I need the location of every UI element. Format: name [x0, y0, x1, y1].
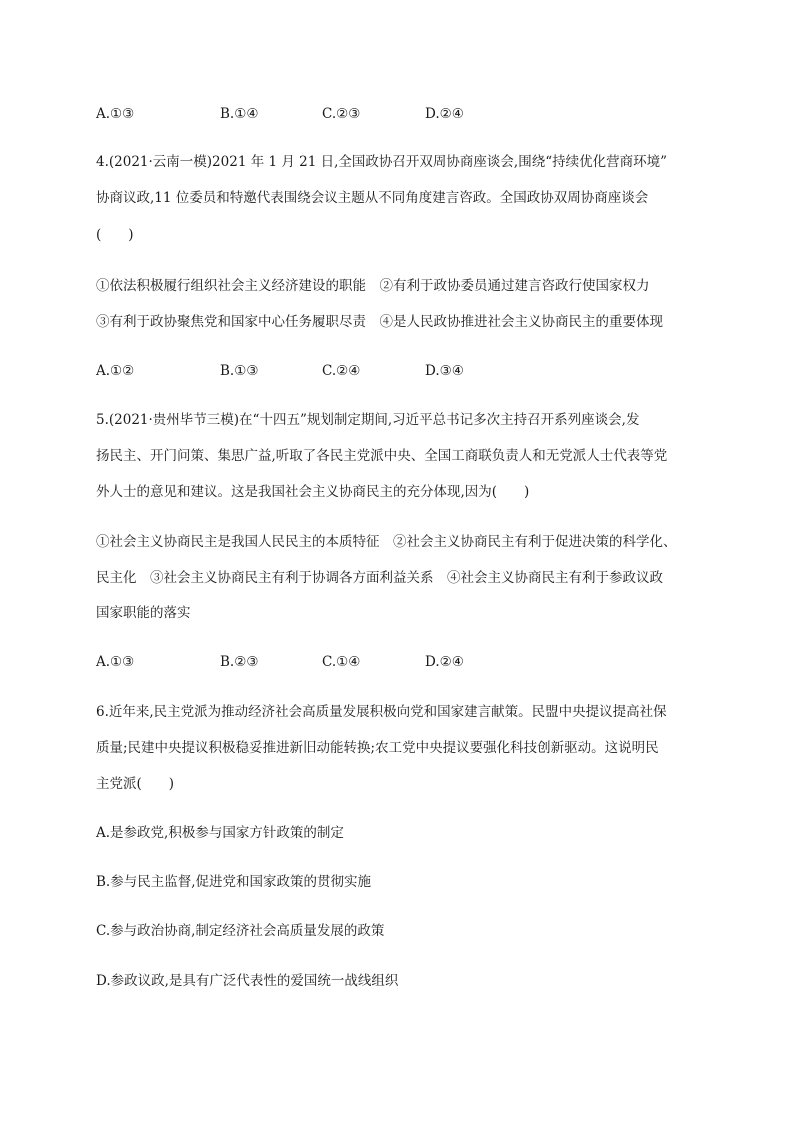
q3-option-b: B.①④	[220, 106, 259, 122]
q5-statement-line-3: 国家职能的落实	[96, 605, 191, 621]
q4-options	[96, 361, 696, 381]
q3-option-d: D.②④	[425, 106, 464, 122]
q5-stem-line-3: 外人士的意见和建议。这是我国社会主义协商民主的充分体现,因为( )	[96, 484, 530, 500]
q6-option-b: B.参与民主监督,促进党和国家政策的贯彻实施	[96, 874, 372, 890]
q5-statement-line-2: 民主化 ③社会主义协商民主有利于协调各方面利益关系 ④社会主义协商民主有利于参政议政	[96, 570, 663, 586]
q5-statement-line-1: ①社会主义协商民主是我国人民民主的本质特征 ②社会主义协商民主有利于促进决策的科学化、	[96, 534, 677, 550]
q6-option-d: D.参政议政,是具有广泛代表性的爱国统一战线组织	[96, 973, 399, 989]
q6-stem-line-3: 主党派( )	[96, 776, 175, 792]
q6-stem-line-1: 6.近年来,民主党派为推动经济社会高质量发展积极向党和国家建言献策。民盟中央提议提高社保	[96, 704, 667, 720]
q4-option-c: C.②④	[322, 363, 361, 379]
q4-option-a: A.①②	[96, 363, 135, 379]
q3-option-c: C.②③	[322, 106, 361, 122]
q3-options	[96, 104, 696, 124]
q5-option-d: D.②④	[425, 654, 464, 670]
q5-stem-line-2: 扬民主、开门问策、集思广益,听取了各民主党派中央、全国工商联负责人和无党派人士代表等党	[96, 448, 668, 464]
q5-option-c: C.①④	[322, 654, 361, 670]
q4-stem-line-2: 协商议政,11 位委员和特邀代表围绕会议主题从不同角度建言咨政。全国政协双周协商座谈会	[96, 190, 649, 206]
q4-statement-line-2: ③有利于政协聚焦党和国家中心任务履职尽责 ④是人民政协推进社会主义协商民主的重要体现	[96, 314, 663, 330]
q5-option-b: B.②③	[220, 654, 259, 670]
q6-option-a: A.是参政党,积极参与国家方针政策的制定	[96, 825, 344, 841]
q5-options	[96, 652, 696, 672]
q4-option-b: B.①③	[220, 363, 259, 379]
q3-option-a: A.①③	[96, 106, 135, 122]
q4-stem-line-1: 4.(2021·云南一模)2021 年 1 月 21 日,全国政协召开双周协商座谈会,围绕“持续优化营商环境”	[96, 154, 668, 170]
q4-answer-blank: ( )	[96, 227, 134, 243]
q5-option-a: A.①③	[96, 654, 135, 670]
q6-stem-line-2: 质量;民建中央提议积极稳妥推进新旧动能转换;农工党中央提议要强化科技创新驱动。这说明民	[96, 740, 659, 756]
q4-option-d: D.③④	[425, 363, 464, 379]
q5-stem-line-1: 5.(2021·贵州毕节三模)在“十四五”规划制定期间,习近平总书记多次主持召开系列座谈会,发	[96, 412, 640, 428]
q6-option-c: C.参与政治协商,制定经济社会高质量发展的政策	[96, 923, 385, 939]
q4-statement-line-1: ①依法积极履行组织社会主义经济建设的职能 ②有利于政协委员通过建言咨政行使国家权力	[96, 278, 650, 294]
